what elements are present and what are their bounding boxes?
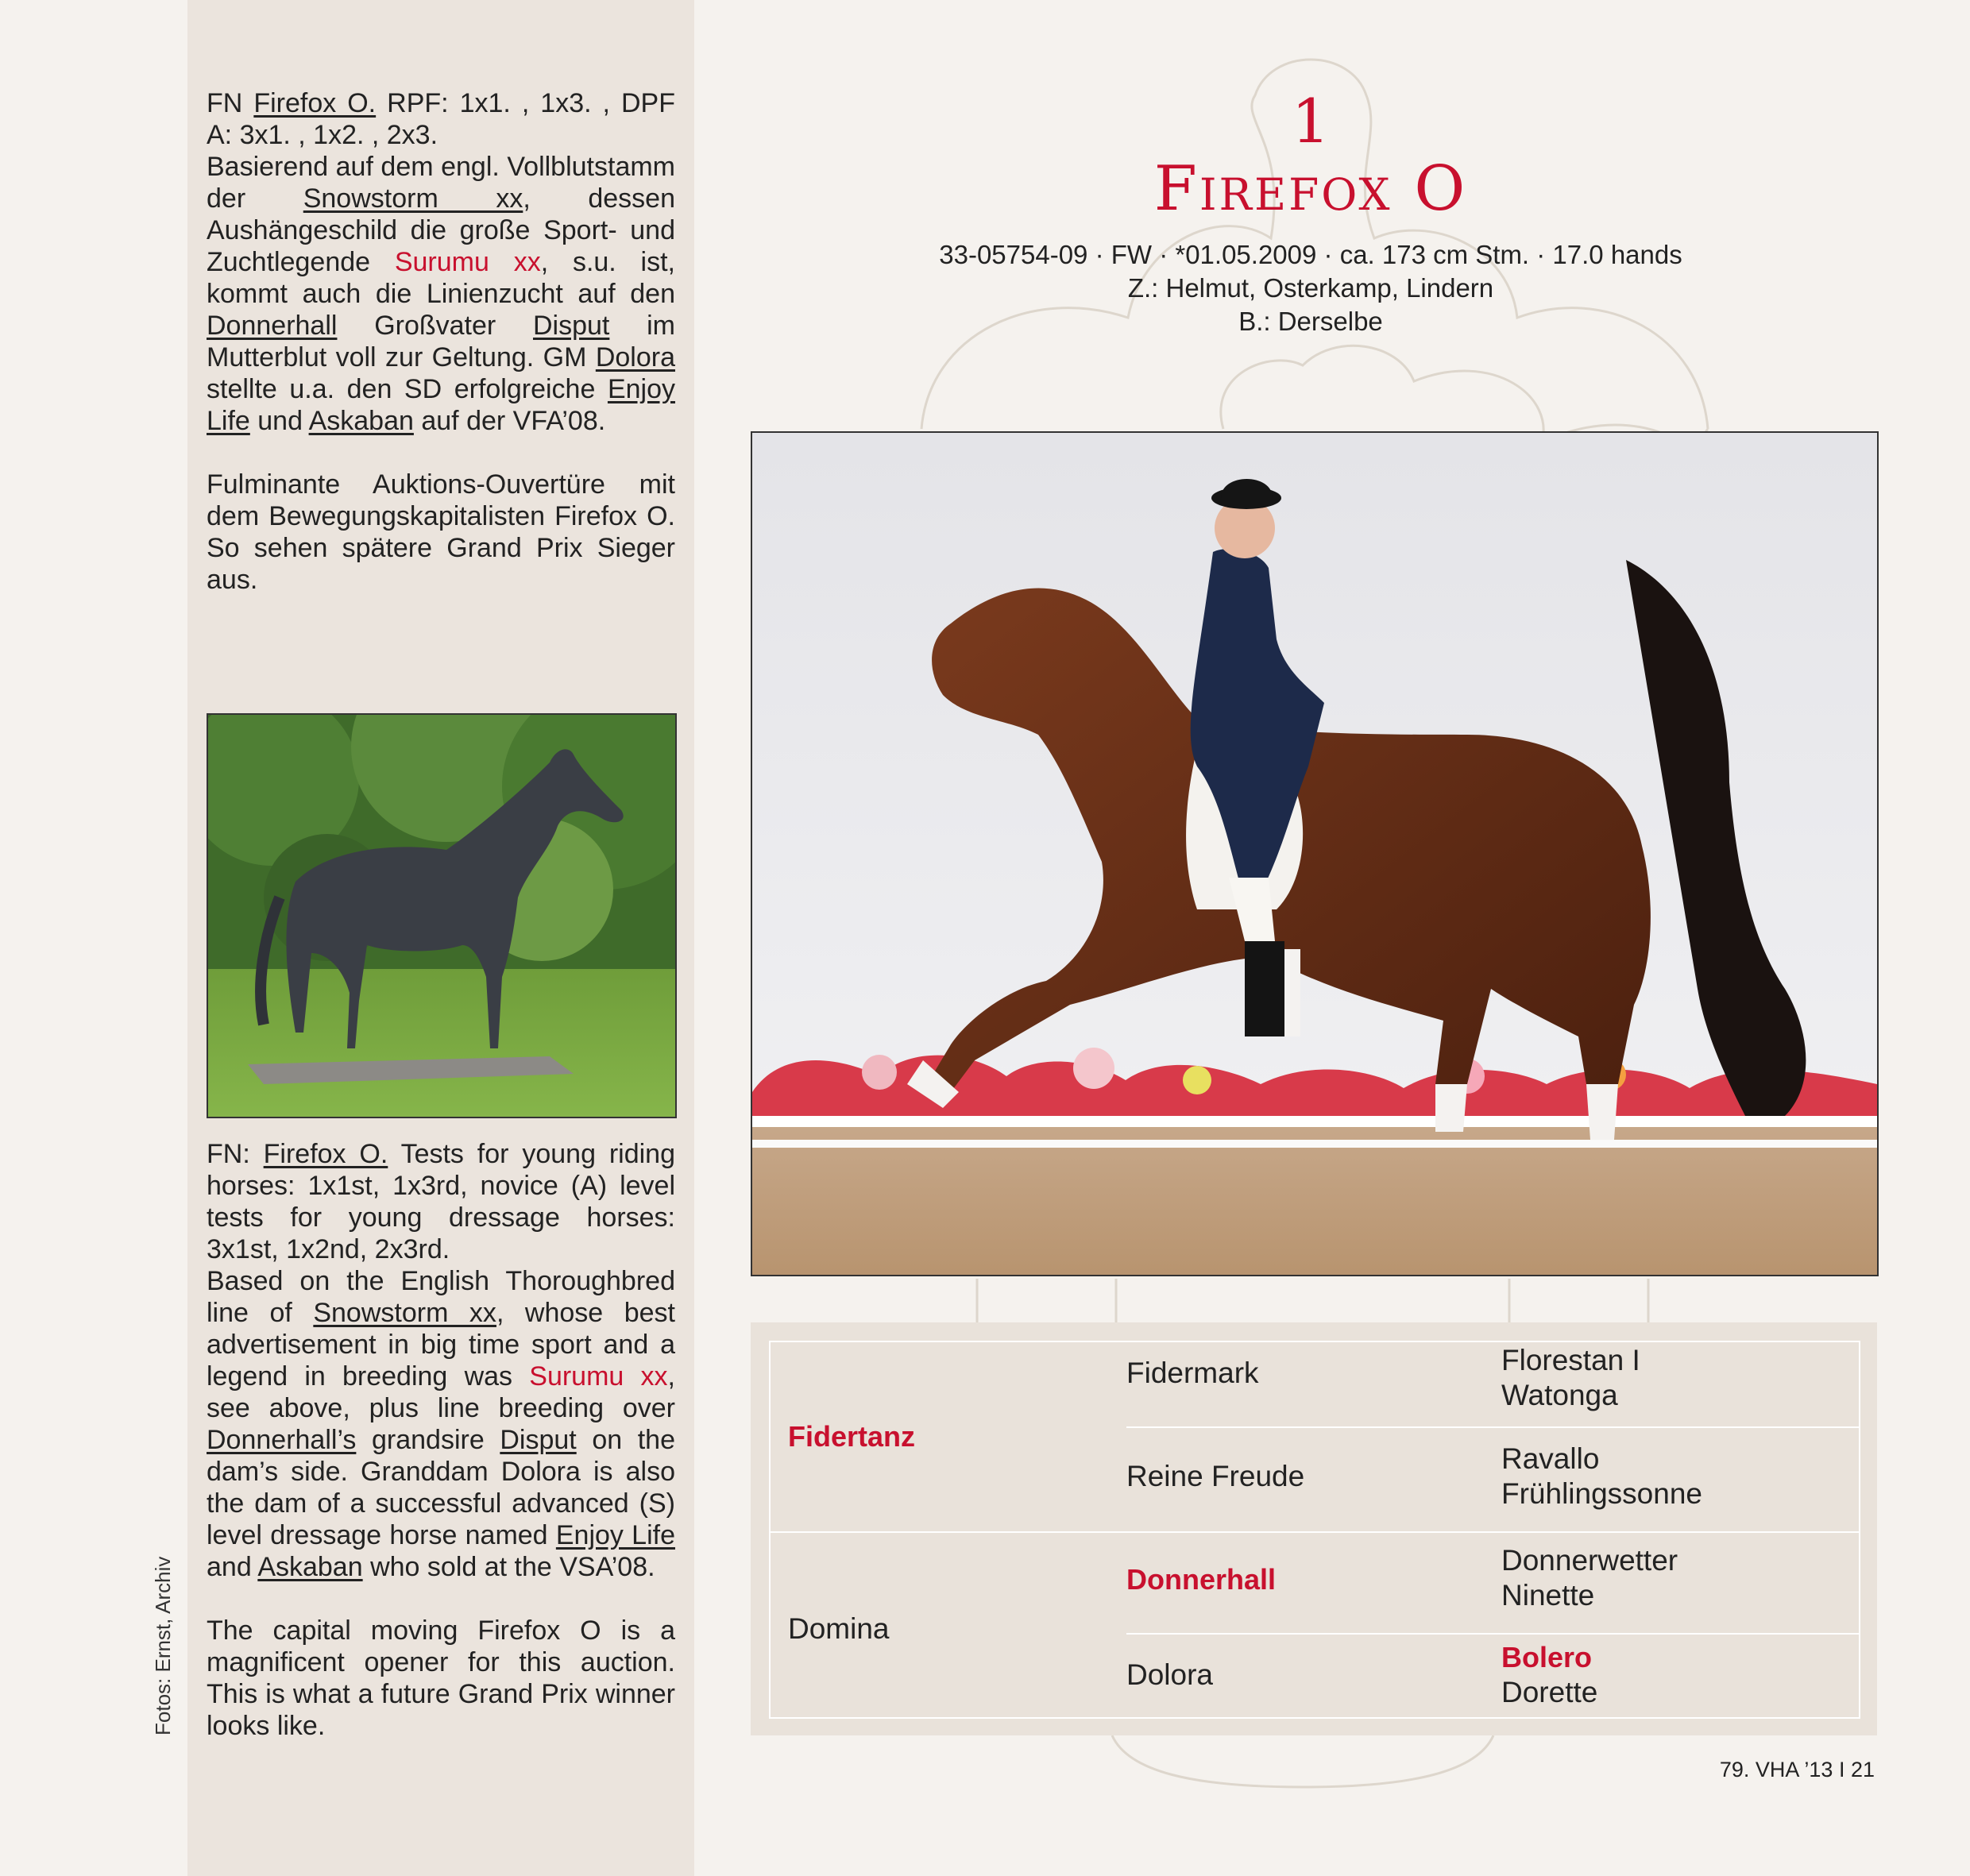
pedigree-dds: Bolero [1501, 1641, 1593, 1673]
pedigree-sds: Ravallo [1501, 1442, 1600, 1475]
link-disput-en: Disput [500, 1425, 577, 1455]
link-donnerhall: Donnerhall [207, 311, 338, 341]
page-number: 79. VHA ’13 I 21 [1719, 1758, 1875, 1781]
pedigree-dss: Donnerwetter [1501, 1544, 1678, 1577]
pedigree-dam: Domina [788, 1612, 890, 1645]
pedigree-ssd: Watonga [1501, 1379, 1618, 1411]
link-enjoy-life: Enjoy Life [207, 374, 675, 436]
pedigree-table [769, 1341, 1860, 1719]
photo-credit: Fotos: Ernst, Archiv [151, 1556, 175, 1735]
pedigree-sire-sire: Fidermark [1126, 1357, 1259, 1389]
highlight-surumu-en: Surumu xx [529, 1361, 668, 1392]
pedigree-sss: Florestan I [1501, 1344, 1640, 1376]
pedigree-divider [1126, 1633, 1859, 1635]
catalog-number: 1 [1291, 86, 1331, 156]
link-disput: Disput [532, 311, 610, 341]
pedigree-dsd: Ninette [1501, 1579, 1595, 1612]
statue-photo [207, 713, 677, 1118]
link-donnerhall-en: Donnerhall’s [207, 1425, 357, 1455]
pedigree-sire-dam: Reine Freude [1126, 1460, 1305, 1492]
link-dolora: Dolora [595, 342, 675, 372]
horse-main-photo [751, 431, 1879, 1276]
link-snowstorm: Snowstorm xx [303, 183, 523, 214]
link-firefox-o: Firefox O. [253, 88, 377, 118]
pedigree-dam-dam: Dolora [1126, 1658, 1213, 1691]
link-askaban-en: Askaban [257, 1552, 363, 1582]
horse-details: 33-05754-09 · FW · *01.05.2009 · ca. 173 cm Stm. · 17.0 hands [939, 240, 1682, 269]
pedigree-sdd: Frühlingssonne [1501, 1477, 1702, 1510]
horse-name: Firefox O [1153, 153, 1468, 225]
link-askaban: Askaban [308, 406, 414, 436]
pedigree-sire: Fidertanz [788, 1420, 916, 1453]
highlight-surumu: Surumu xx [394, 247, 541, 277]
pedigree-dam-sire: Donnerhall [1126, 1563, 1277, 1596]
breeder-line: Z.: Helmut, Osterkamp, Lindern [1127, 273, 1494, 303]
german-description: FN Firefox O. RPF: 1x1. , 1x3. , DPF A: 3x1. , 1x2. , 2x3. Basierend auf dem engl. Vollblutstamm der Snowstorm xx, dessen Aushängeschild die große Sport- und Zuchtlegende Surumu xx, s.u. ist, kommt auch die Linienzucht auf den Donnerhall Großvater Disput im Mutterblut voll zur Geltung. GM Dolora stellte u.a. den SD erfolgreiche Enjoy Life und Askaban auf der VFA’08. Fulminante Auktions-Ouvertüre mit dem Bewegungskapitalisten Firefox O. So sehen spätere Grand Prix Sieger aus. [207, 88, 676, 595]
pedigree-divider [1126, 1426, 1859, 1428]
owner-line: B.: Derselbe [1238, 307, 1383, 336]
link-enjoy-life-en: Enjoy Life [555, 1520, 675, 1550]
german-summary: Fulminante Auktions-Ouvertüre mit dem Bewegungskapitalisten Firefox O. So sehen spätere Grand Prix Sieger aus. [207, 469, 675, 595]
pedigree-divider [771, 1531, 1859, 1533]
english-summary: The capital moving Firefox O is a magnificent opener for this auction. This is what a future Grand Prix winner looks like. [207, 1615, 675, 1741]
link-firefox-o-en: Firefox O. [263, 1139, 388, 1169]
english-description: FN: Firefox O. Tests for young riding horses: 1x1st, 1x3rd, novice (A) level tests for young dressage horses: 3x1st, 1x2nd, 2x3rd. Based on the English Thoroughbred line of Snowstorm xx, whose best advertisement in big time sport and a legend in breeding was Surumu xx, see above, plus line breeding over Donnerhall’s grandsire Disput on the dam’s side. Granddam Dolora is also the dam of a successful advanced (S) level dressage horse named Enjoy Life and Askaban who sold at the VSA’08. The capital moving Firefox O is a magnificent opener for this auction. This is what a future Grand Prix winner looks like. [207, 1139, 675, 1741]
link-snowstorm-en: Snowstorm xx [313, 1298, 496, 1328]
pedigree-ddd: Dorette [1501, 1676, 1598, 1708]
